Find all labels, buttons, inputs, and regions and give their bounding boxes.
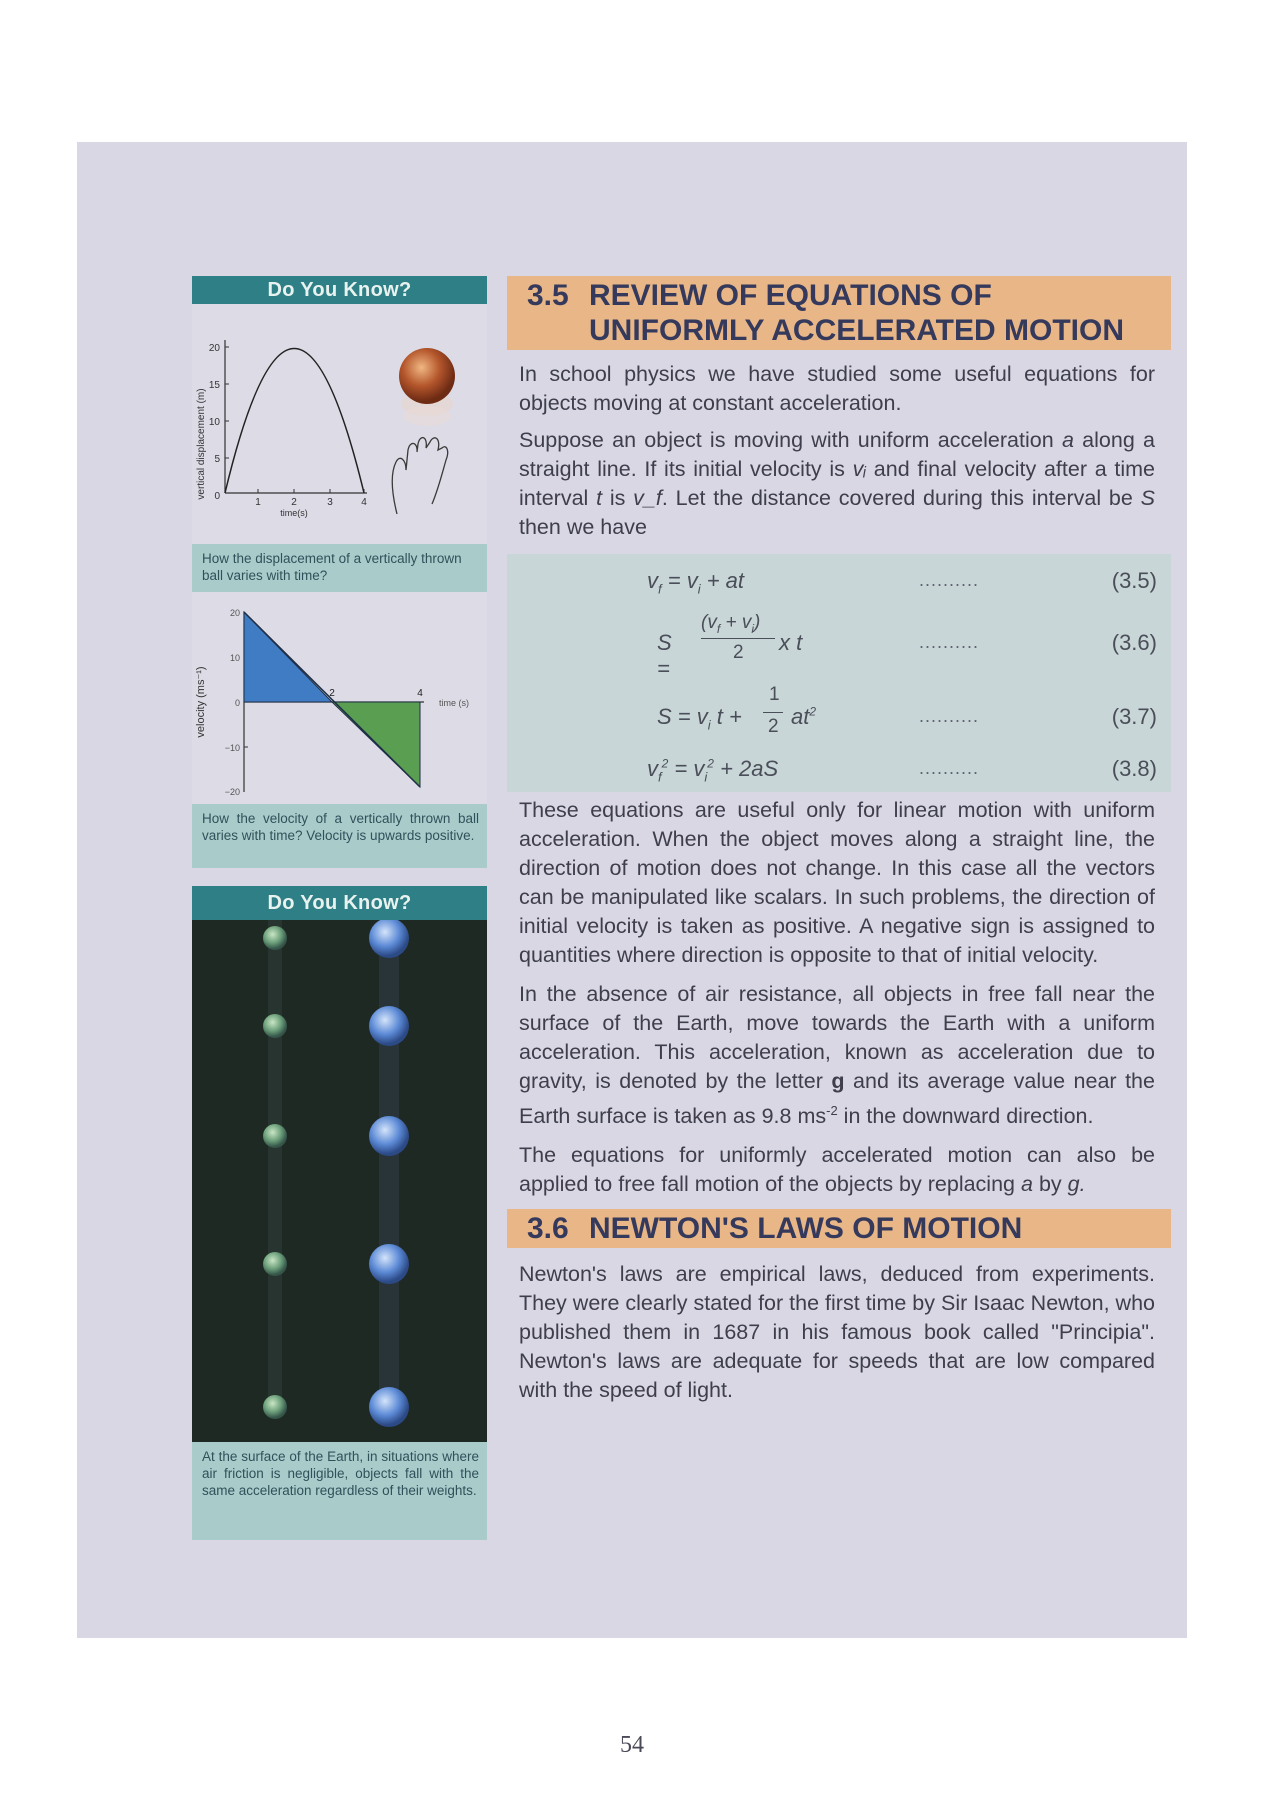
equation-3-5: $v_f = v_i$ + at	[647, 568, 745, 597]
ball-icon	[399, 348, 455, 404]
displacement-ytick: 20	[208, 343, 220, 354]
sidebar	[192, 276, 487, 1540]
displacement-curve	[225, 349, 364, 494]
paragraph-linear-motion: These equations are useful only for linear motion with uniform acceleration. When the object moves along a straight line, the direction of motion does not change. In this case all the vectors can be manipulated like scalars. In such problems, the direction of initial velocity is taken as positive. A negative sign is assigned to quantities where direction is opposite to that of initial velocity.	[519, 798, 1155, 967]
velocity-ytick: 0	[234, 698, 240, 708]
displacement-ytick: 10	[208, 417, 220, 428]
equation-number: (3.8)	[1111, 756, 1157, 781]
paragraph-setup: Suppose an object is moving with uniform acceleration a along a straight line. If its initial velocity is vᵢ and final velocity after a time interval t is v_f. Let the distance covered during this interval be S then we have	[519, 428, 1155, 539]
large-ball	[369, 920, 409, 958]
large-ball	[369, 1006, 409, 1046]
small-ball	[263, 1395, 287, 1419]
equations-box: $v_f = v_i$ + at .......... (3.5) S = $(v_f + v_i)$ 2 x t .......... (3.6) $S = v_i$ t + 1 2 $at^2$ .......... (3.7) $v_f^2 = v_i^2 + 2aS$ .......... (3.8)	[507, 554, 1171, 792]
page-background	[77, 142, 1187, 1758]
section-number: 3.6	[527, 1212, 569, 1246]
paragraph-replacement: The equations for uniformly accelerated motion can also be applied to free fall motion of the objects by replacing a by g.	[519, 1143, 1155, 1197]
equation-dots: ..........	[919, 758, 980, 778]
velocity-xmark: 4	[417, 688, 423, 699]
velocity-ytick: −10	[224, 743, 240, 753]
do-you-know-header-2: Do You Know?	[192, 886, 487, 920]
velocity-figure	[192, 592, 487, 804]
section-title: NEWTON'S LAWS OF MOTION	[589, 1212, 1023, 1246]
section-number: 3.5	[527, 279, 569, 312]
velocity-ytick: 10	[229, 653, 240, 663]
hand-icon	[392, 438, 447, 514]
equation-number: (3.7)	[1111, 704, 1157, 729]
velocity-ytick: −20	[224, 787, 240, 797]
displacement-xtick: 3	[327, 497, 333, 508]
section-heading-3-5	[507, 276, 1171, 350]
displacement-ytick: 15	[208, 380, 220, 391]
displacement-figure	[192, 304, 487, 544]
displacement-xlabel: time(s)	[280, 508, 308, 518]
displacement-chart	[192, 304, 487, 544]
equation-number: (3.5)	[1111, 568, 1157, 593]
displacement-xtick: 4	[361, 497, 367, 508]
large-ball	[369, 1116, 409, 1156]
small-ball	[263, 1252, 287, 1276]
paragraph-newton-laws: Newton's laws are empirical laws, deduced from experiments. They were clearly stated for the first time by Sir Isaac Newton, who published them in 1687 in his famous book called "Principia". Newton's laws are adequate for speeds that are low compared with the speed of light.	[519, 1262, 1155, 1403]
displacement-ylabel: vertical displacement (m)	[196, 388, 207, 500]
large-ball	[369, 1387, 409, 1427]
displacement-xtick: 1	[255, 497, 261, 508]
falling-balls-photo	[192, 920, 487, 1442]
section-title-line1: REVIEW OF EQUATIONS OF	[589, 279, 992, 312]
falling-balls-image	[192, 920, 487, 1442]
velocity-ytick: 20	[229, 608, 240, 618]
velocity-xlabel: time (s)	[439, 698, 469, 708]
displacement-ytick: 0	[214, 491, 220, 502]
velocity-caption: How the velocity of a vertically thrown ball varies with time? Velocity is upwards positive.	[192, 804, 487, 868]
displacement-caption: How the displacement of a vertically thrown ball varies with time?	[192, 544, 487, 592]
equation-number: (3.6)	[1111, 630, 1157, 655]
free-fall-caption: At the surface of the Earth, in situations where air friction is negligible, objects fall with the same acceleration regardless of their weights.	[192, 1442, 487, 1540]
paragraph-intro: In school physics we have studied some useful equations for objects moving at constant acceleration.	[519, 362, 1155, 415]
paragraph-free-fall: In the absence of air resistance, all objects in free fall near the surface of the Earth, move towards the Earth with a uniform acceleration. This acceleration, known as acceleration due to gravity, is denoted by the letter g and its average value near the Earth surface is taken as 9.8 $ms^{-2}$ in the downward direction.	[519, 982, 1155, 1129]
equation-dots: ..........	[919, 632, 980, 652]
small-ball	[263, 1014, 287, 1038]
displacement-ytick: 5	[214, 454, 220, 465]
small-ball	[263, 926, 287, 950]
page-number: 54	[620, 1732, 644, 1758]
velocity-ylabel: velocity (ms⁻¹)	[195, 666, 207, 738]
large-ball	[369, 1244, 409, 1284]
displacement-xtick: 2	[291, 497, 297, 508]
section-heading-3-6	[507, 1209, 1171, 1248]
small-ball	[263, 1124, 287, 1148]
equation-dots: ..........	[919, 570, 980, 590]
equation-dots: ..........	[919, 706, 980, 726]
velocity-chart	[192, 592, 487, 804]
do-you-know-header: Do You Know?	[192, 276, 487, 304]
section-title-line2: UNIFORMLY ACCELERATED MOTION	[589, 314, 1125, 347]
velocity-xmark: 2	[329, 688, 335, 699]
equation-3-8: $v_f^2 = v_i^2 + 2aS$	[647, 756, 779, 785]
main-column	[507, 276, 1171, 1405]
